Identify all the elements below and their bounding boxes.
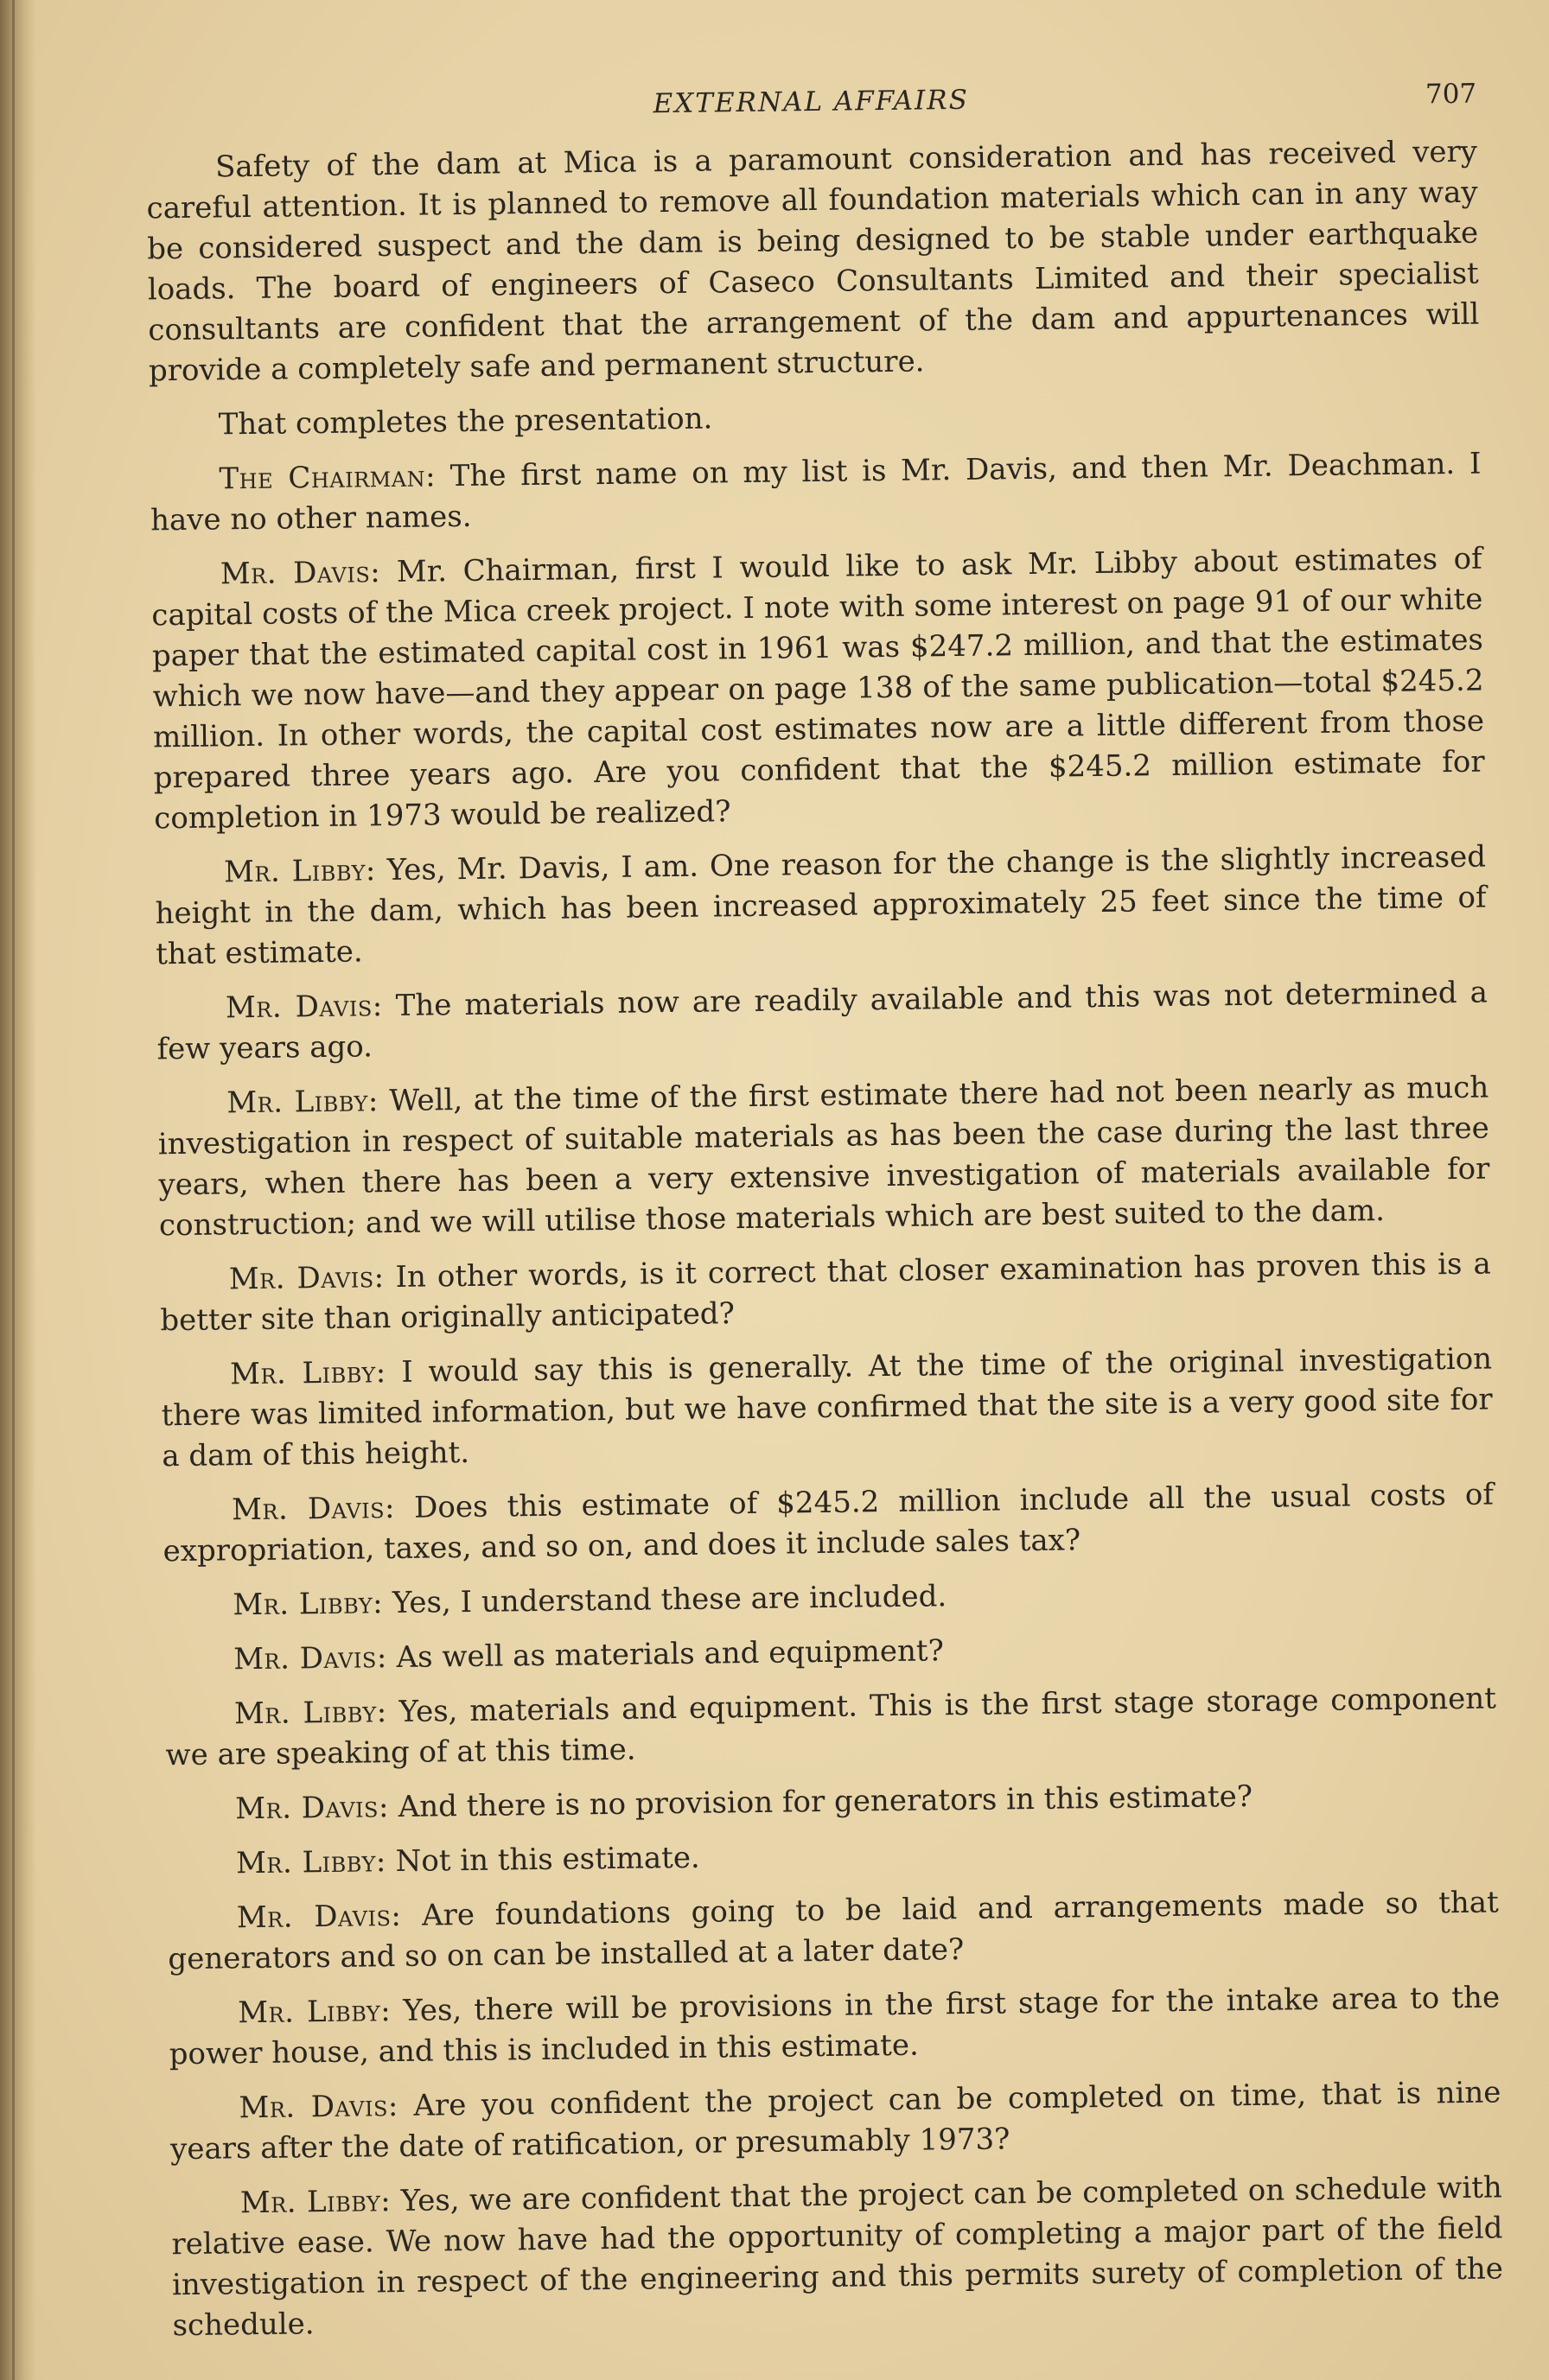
paragraph-chairman	[150, 444, 1482, 542]
paragraph-davis-8	[169, 2072, 1501, 2170]
paragraph-text: As well as materials and equipment?	[396, 1633, 945, 1675]
speaker-label: Mr. Davis:	[233, 1640, 388, 1677]
paragraph-presentation-complete	[149, 390, 1480, 447]
paragraph-text: Yes, materials and equipment. This is the first stage storage component we are speaking of at this time.	[165, 1681, 1497, 1773]
paragraph-text: Are you confident the project can be completed on time, that is nine years after the date of ratification, or presumably 1973?	[169, 2075, 1501, 2167]
paragraph-text: And there is no provision for generators in this estimate?	[398, 1779, 1253, 1824]
speaker-label: Mr. Libby:	[239, 2184, 392, 2221]
paragraph-davis-3	[160, 1244, 1492, 1341]
speaker-label: Mr. Davis:	[235, 1790, 390, 1827]
page-number: 707	[1425, 78, 1477, 111]
paragraph-mica-safety	[146, 132, 1480, 392]
paragraph-libby-3	[161, 1339, 1494, 1477]
speaker-label: Mr. Libby:	[235, 1844, 387, 1881]
paragraph-text: The first name on my list is Mr. Davis, and then Mr. Deachman. I have no other names.	[150, 446, 1482, 538]
paragraph-libby-2	[157, 1068, 1490, 1247]
paragraph-davis-2	[156, 973, 1488, 1071]
speaker-label: Mr. Davis:	[236, 1898, 402, 1936]
paragraph-text: Not in this estimate.	[395, 1840, 700, 1880]
paragraph-libby-4	[163, 1569, 1495, 1626]
paragraph-text: Yes, I understand these are included.	[392, 1579, 947, 1621]
paragraph-text: Mr. Chairman, first I would like to ask Mr. Libby about estimates of capital costs of the Mica creek project. I note with some interest on page 91 of our white paper that the estimated capital cost in 1961 was $247.2 million, and that the estimates which we now have—and they appear on page 138 of the same publication—total $245.2 million. In other words, the capital cost estimates now are a little different from those prepared three years ago. Are you confident that the $245.2 million estimate for completion in 1973 would be realized?	[151, 541, 1485, 837]
paragraph-davis-7	[168, 1882, 1500, 1980]
speaker-label: Mr. Libby:	[226, 1084, 379, 1121]
paragraph-davis-1	[151, 539, 1486, 840]
speaker-label: Mr. Libby:	[233, 1586, 384, 1623]
book-page	[145, 79, 1504, 2361]
paragraph-libby-8	[171, 2167, 1504, 2346]
speaker-label: Mr. Libby:	[237, 1994, 392, 2031]
paragraph-davis-6	[166, 1773, 1497, 1830]
paragraph-text: I would say this is generally. At the time of the original investigation there was limited information, but we have confirmed that the site is a very good site for a dam of this height.	[161, 1341, 1493, 1474]
paragraph-text: That completes the presentation.	[218, 401, 713, 442]
transcript-body	[146, 132, 1504, 2347]
paragraph-text: Safety of the dam at Mica is a paramount consideration and has received very careful attention. It is planned to remove all foundation materials which can in any way be considered suspect and the dam is being designed to be stable under earthquake loads. The board of engineers of Caseco Consultants Limited and their specialist consultants are confident that the arrangement of the dam and appurtenances will provide a completely safe and permanent structure.	[146, 134, 1480, 389]
speaker-label: Mr. Davis:	[228, 1260, 385, 1297]
speaker-label: Mr. Libby:	[223, 853, 377, 890]
speaker-label: Mr. Davis:	[231, 1491, 396, 1528]
paragraph-text: In other words, is it correct that closer examination has proven this is a better site than originally anticipated?	[160, 1246, 1491, 1339]
paragraph-text: Yes, there will be provisions in the first stage for the intake area to the power house, and this is included in this estimate.	[169, 1980, 1501, 2072]
paragraph-libby-6	[167, 1828, 1498, 1885]
speaker-label: Mr. Davis:	[220, 555, 381, 592]
paragraph-text: Does this estimate of $245.2 million include all the usual costs of expropriation, taxes, and so on, and does it include sales tax?	[163, 1477, 1495, 1569]
running-title: EXTERNAL AFFAIRS	[653, 84, 970, 120]
paragraph-text: Are foundations going to be laid and arrangements made so that generators and so on can be installed at a later date?	[168, 1885, 1499, 1977]
paragraph-libby-5	[165, 1678, 1497, 1776]
page-binding-shadow	[0, 0, 36, 2380]
paragraph-text: Yes, Mr. Davis, I am. One reason for the change is the slightly increased height in the dam, which has been increased approximately 25 feet since the time of that estimate.	[155, 839, 1487, 972]
speaker-label: Mr. Libby:	[233, 1695, 387, 1732]
paragraph-text: The materials now are readily available and this was not determined a few years ago.	[156, 975, 1488, 1067]
paragraph-text: Well, at the time of the first estimate there had not been nearly as much investigation in respect of suitable materials as has been the case during the last three years, when there has been a very extensive investigation of materials available for construction; and we will utilise those materials which are best suited to the dam.	[157, 1070, 1490, 1244]
speaker-label: Mr. Davis:	[225, 989, 383, 1026]
speaker-label: Mr. Davis:	[239, 2089, 399, 2126]
paragraph-libby-7	[169, 1977, 1501, 2075]
page-binding-edge	[12, 0, 15, 2380]
paragraph-davis-4	[163, 1474, 1495, 1572]
paragraph-davis-5	[164, 1624, 1495, 1681]
paragraph-libby-1	[155, 837, 1488, 976]
speaker-label: The Chairman:	[219, 459, 437, 497]
speaker-label: Mr. Libby:	[229, 1355, 386, 1392]
paragraph-text: Yes, we are confident that the project can be completed on schedule with relative ease. We now have had the opportunity of completing a major part of the field investigation in respect of the engineering and this permits surety of completion of the schedule.	[171, 2170, 1504, 2344]
